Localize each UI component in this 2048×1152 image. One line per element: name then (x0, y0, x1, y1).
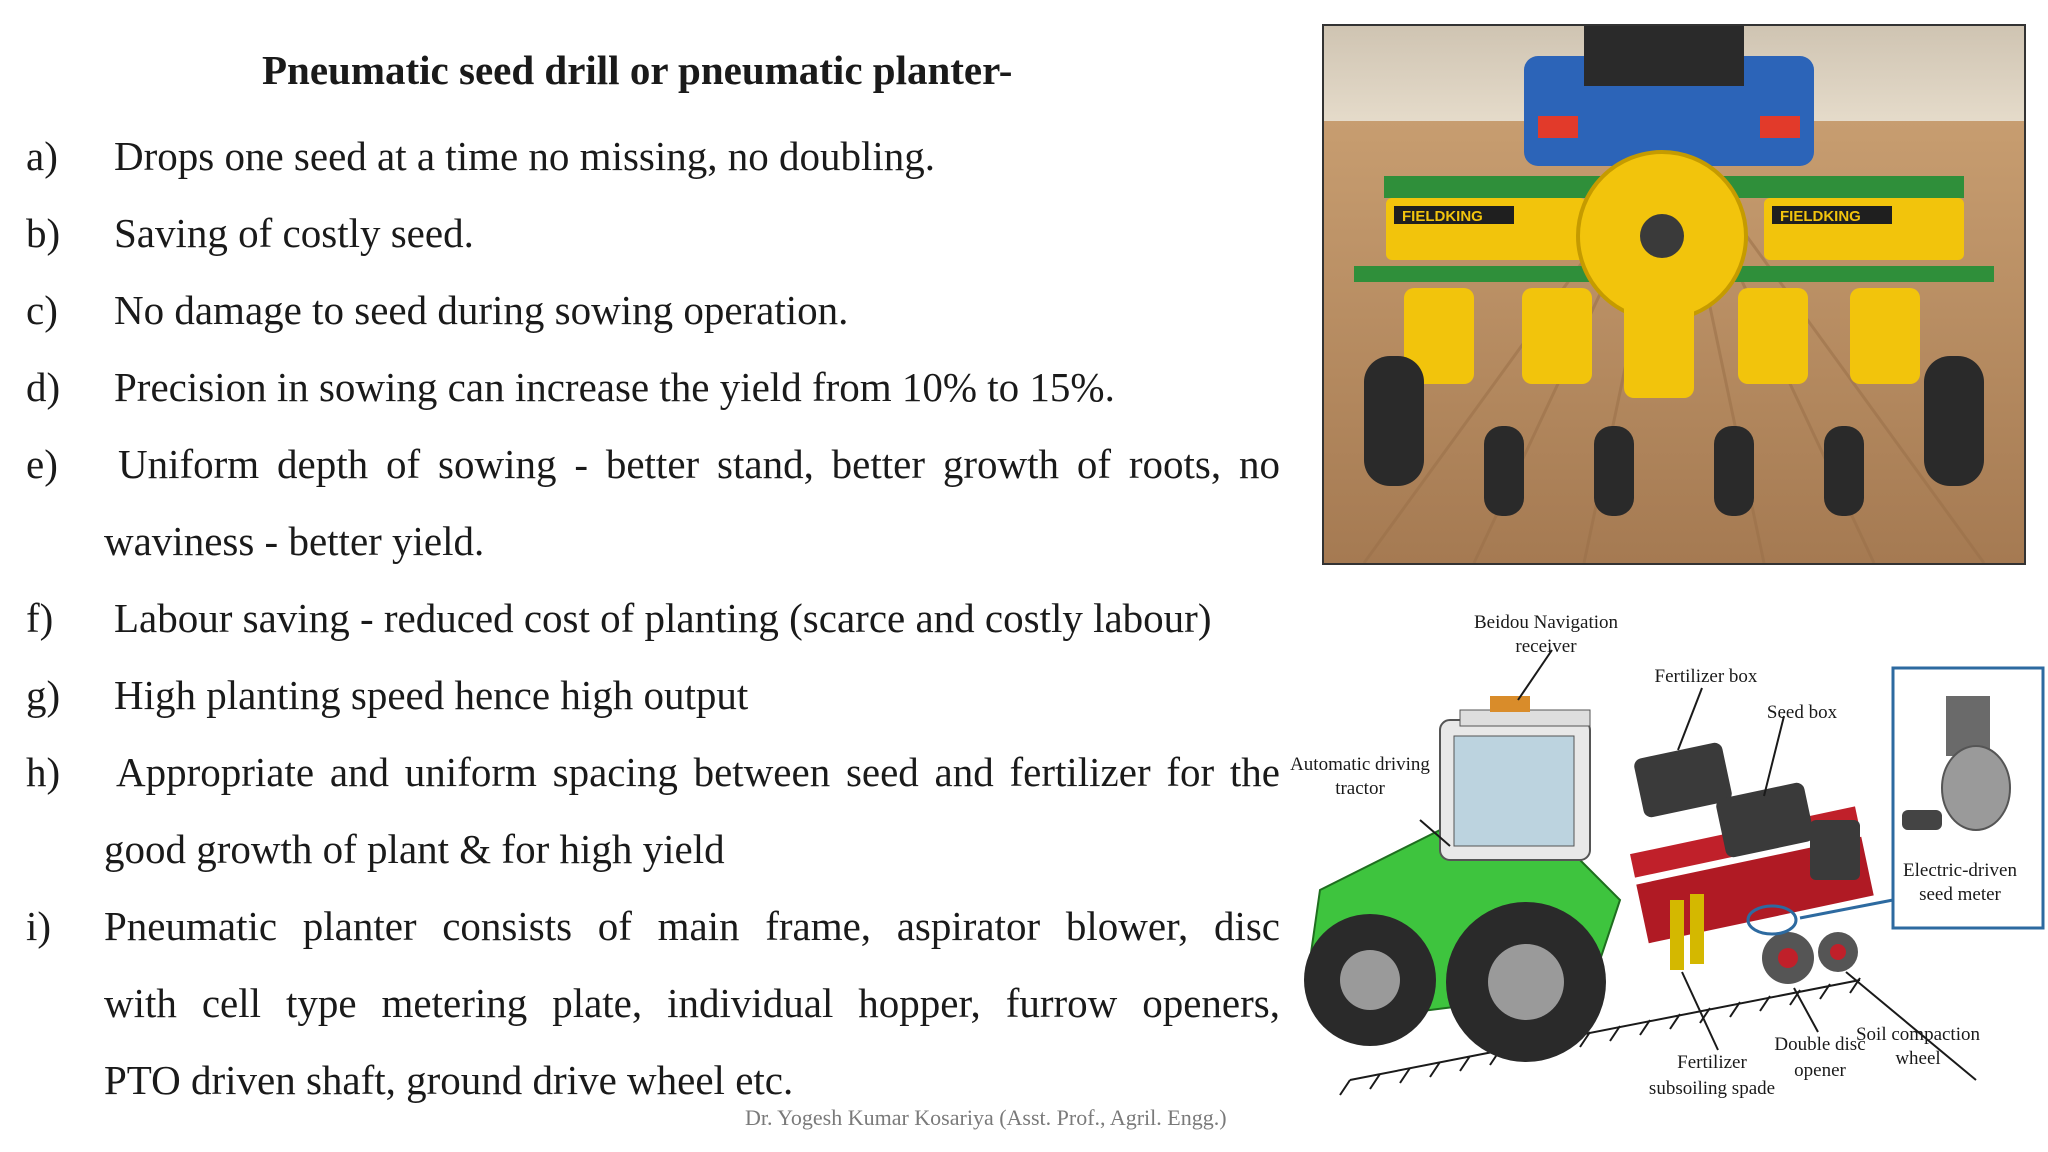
label-beidou: receiver (1515, 636, 1577, 657)
item-marker: f) (26, 595, 54, 641)
label-fertilizer-box: Fertilizer box (1654, 666, 1758, 687)
label-soil-wheel: wheel (1895, 1048, 1941, 1069)
item-text: Precision in sowing can increase the yield from 10% to 15%. (114, 364, 1115, 410)
planter-diagram (1290, 600, 2046, 1120)
list-item (26, 118, 1280, 195)
label-seed-meter: seed meter (1919, 884, 2001, 905)
item-text-line: Uniform depth of sowing - better stand, better growth of roots, no (118, 441, 1280, 487)
list-item (26, 272, 1280, 349)
label-auto-tractor: tractor (1335, 778, 1385, 799)
item-text-line: good growth of plant & for high yield (104, 826, 725, 872)
item-text-line: Appropriate and uniform spacing between seed and fertilizer for the (116, 749, 1280, 795)
item-text: Labour saving - reduced cost of planting (scarce and costly labour) (114, 595, 1212, 641)
item-text: High planting speed hence high output (114, 672, 749, 718)
item-marker: c) (26, 287, 58, 333)
label-seed-meter: Electric-driven (1903, 860, 2017, 881)
item-marker: g) (26, 672, 61, 718)
item-text: Saving of costly seed. (114, 210, 474, 256)
diagram-illustration (1290, 600, 2046, 1120)
label-disc-opener: opener (1794, 1060, 1846, 1081)
label-auto-tractor: Automatic driving (1290, 754, 1430, 775)
item-marker: h) (26, 749, 61, 795)
item-marker: e) (26, 441, 58, 487)
item-marker: i) (26, 903, 52, 949)
brand-label: FIELDKING (1402, 208, 1483, 225)
feature-list (26, 118, 1280, 1119)
item-text-line: PTO driven shaft, ground drive wheel etc. (104, 1057, 794, 1103)
label-beidou: Beidou Navigation (1473, 612, 1619, 633)
planter-photo (1322, 24, 2026, 565)
label-seed-box: Seed box (1766, 702, 1838, 723)
brand-label: FIELDKING (1780, 208, 1861, 225)
label-soil-wheel: Soil compaction (1855, 1024, 1981, 1045)
list-item (26, 580, 1280, 657)
list-item (26, 888, 1280, 1119)
slide-title: Pneumatic seed drill or pneumatic planter- (262, 47, 1013, 93)
list-item (26, 734, 1280, 888)
list-item (26, 657, 1280, 734)
list-item (26, 195, 1280, 272)
item-text: Drops one seed at a time no missing, no doubling. (114, 133, 936, 179)
item-text-line: with cell type metering plate, individual hopper, furrow openers, (104, 980, 1280, 1026)
planter-illustration (1324, 26, 2024, 563)
item-text-line: Pneumatic planter consists of main frame, aspirator blower, disc (104, 903, 1280, 949)
list-item (26, 426, 1280, 580)
label-subsoiling-spade: Fertilizer (1677, 1052, 1747, 1073)
label-subsoiling-spade: subsoiling spade (1648, 1078, 1776, 1099)
item-marker: b) (26, 210, 61, 256)
label-disc-opener: Double disc (1774, 1034, 1866, 1055)
item-marker: d) (26, 364, 61, 410)
item-text: No damage to seed during sowing operation. (114, 287, 849, 333)
list-item (26, 349, 1280, 426)
item-text-line: waviness - better yield. (104, 518, 485, 564)
footer-credit: Dr. Yogesh Kumar Kosariya (Asst. Prof., Agril. Engg.) (745, 1105, 1227, 1130)
item-marker: a) (26, 133, 58, 179)
